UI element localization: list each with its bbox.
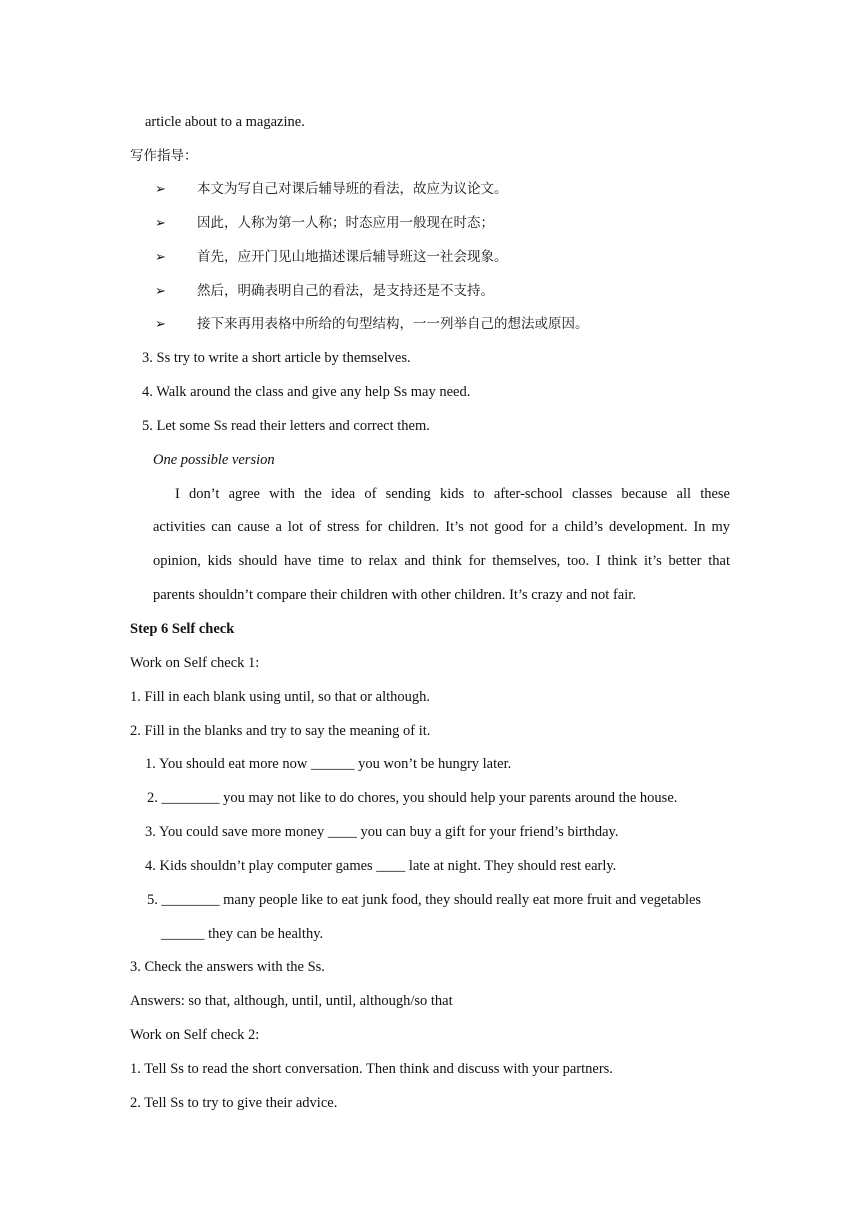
guide-item-text: 然后，明确表明自己的看法，是支持还是不支持。 [197, 283, 494, 299]
self-check1-item: 1. Fill in each blank using until, so that or although. [130, 689, 431, 705]
guide-item [155, 248, 508, 267]
exercise-item-continued: ______ they can be healthy. [161, 926, 324, 942]
version-paragraph-line: I don’t agree with the idea of sending kids to after-school classes because all these [175, 486, 730, 502]
step-item: 3. Ss try to write a short article by themselves. [142, 350, 411, 366]
guide-item-text: 因此，人称为第一人称；时态应用一般现在时态； [197, 215, 494, 231]
self-check2-heading: Work on Self check 2: [130, 1027, 260, 1043]
check-answers-step: 3. Check the answers with the Ss. [130, 959, 325, 975]
arrow-bullet-icon: ➢ [155, 284, 166, 299]
self-check2-item: 2. Tell Ss to try to give their advice. [130, 1095, 338, 1111]
arrow-bullet-icon: ➢ [155, 182, 166, 197]
guide-item [155, 180, 508, 199]
self-check1-item: 2. Fill in the blanks and try to say the meaning of it. [130, 723, 431, 739]
guide-item [155, 282, 494, 301]
top-line: article about to a magazine. [145, 114, 305, 130]
self-check1-heading: Work on Self check 1: [130, 655, 260, 671]
version-paragraph-line: opinion, kids should have time to relax and think for themselves, too. I think it’s better that [153, 553, 730, 569]
step-item: 5. Let some Ss read their letters and correct them. [142, 418, 430, 434]
version-paragraph-line: activities can cause a lot of stress for children. It’s not good for a child’s development. In my [153, 519, 730, 535]
exercise-item: 5. ________ many people like to eat junk food, they should really eat more fruit and vegetables [147, 892, 702, 908]
guide-item [155, 315, 589, 334]
guide-item [155, 214, 494, 233]
guide-item-text: 接下来再用表格中所给的句型结构，一一列举自己的想法或原因。 [197, 316, 589, 332]
exercise-item: 4. Kids shouldn’t play computer games ____ late at night. They should rest early. [145, 858, 617, 874]
arrow-bullet-icon: ➢ [155, 317, 166, 332]
exercise-item: 3. You could save more money ____ you can buy a gift for your friend’s birthday. [145, 824, 619, 840]
answers-line: Answers: so that, although, until, until, although/so that [130, 993, 453, 1009]
step-item: 4. Walk around the class and give any help Ss may need. [142, 384, 471, 400]
version-paragraph-line: parents shouldn’t compare their children with other children. It’s crazy and not fair. [153, 587, 636, 603]
self-check2-item: 1. Tell Ss to read the short conversation. Then think and discuss with your partners. [130, 1061, 613, 1077]
guide-item-text: 首先，应开门见山地描述课后辅导班这一社会现象。 [197, 249, 508, 265]
arrow-bullet-icon: ➢ [155, 216, 166, 231]
step6-title: Step 6 Self check [130, 621, 235, 637]
guide-heading: 写作指导： [130, 148, 198, 164]
guide-item-text: 本文为写自己对课后辅导班的看法，故应为议论文。 [197, 181, 508, 197]
version-label: One possible version [153, 452, 275, 468]
exercise-item: 1. You should eat more now ______ you won’t be hungry later. [145, 756, 512, 772]
exercise-item: 2. ________ you may not like to do chores, you should help your parents around the house. [147, 790, 678, 806]
arrow-bullet-icon: ➢ [155, 250, 166, 265]
